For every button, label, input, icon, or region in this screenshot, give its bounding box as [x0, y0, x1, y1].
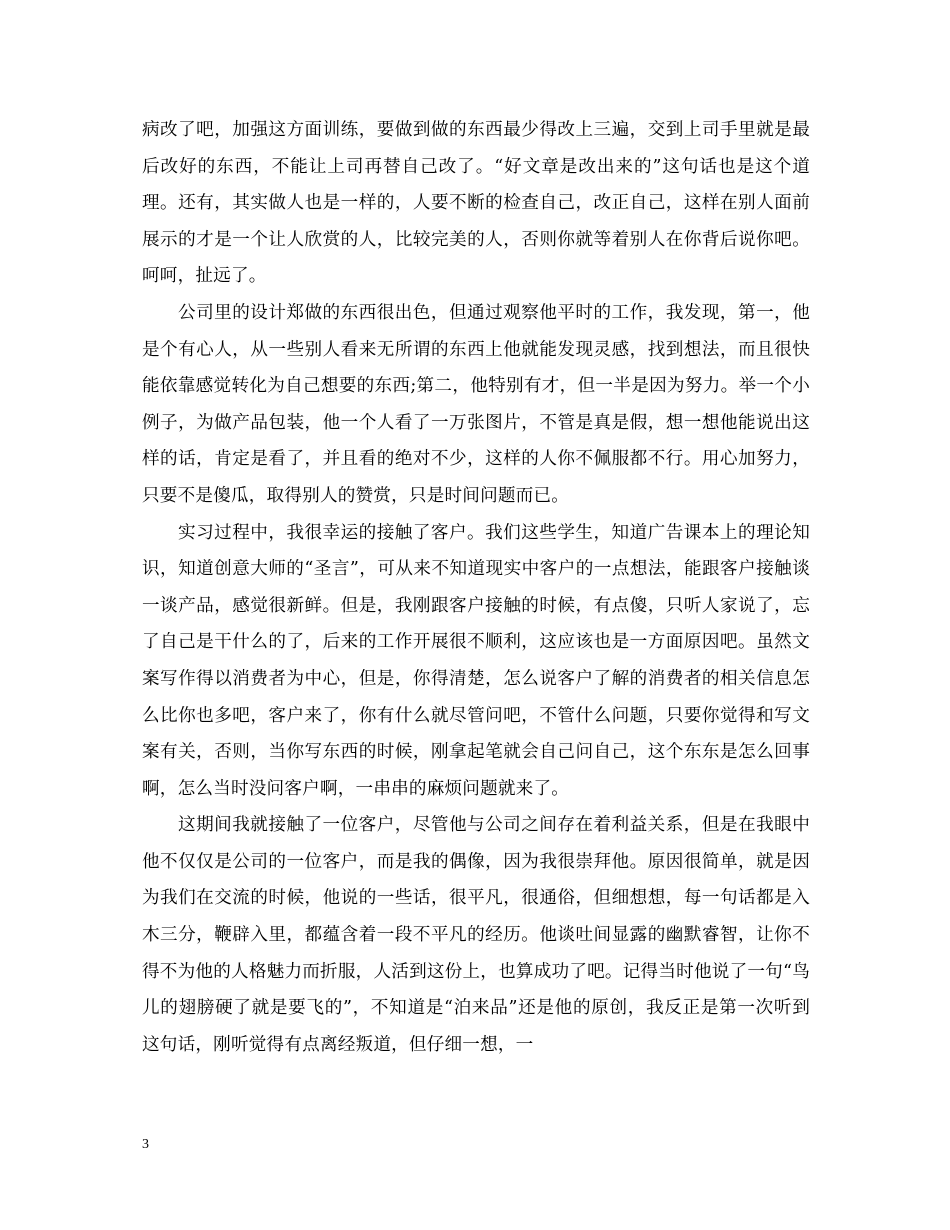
paragraph-client-idol: 这期间我就接触了一位客户，尽管他与公司之间存在着利益关系，但是在我眼中他不仅仅是公司的一位客户，而是我的偶像，因为我很崇拜他。原因很简单，就是因为我们在交流的时候，他说的一些话，很平凡，很通俗，但细想想，每一句话都是入木三分，鞭辟入里，都蕴含着一段不平凡的经历。他谈吐间显露的幽默睿智，让你不得不为他的人格魅力而折服，人活到这份上，也算成功了吧。记得当时他说了一句“鸟儿的翅膀硬了就是要飞的”，不知道是“泊来品”还是他的原创，我反正是第一次听到这句话，刚听觉得有点离经叛道，但仔细一想，一 [142, 815, 810, 1055]
body-text [142, 112, 810, 1063]
paragraph-designer-zheng: 公司里的设计郑做的东西很出色，但通过观察他平时的工作，我发现，第一，他是个有心人，从一些别人看来无所谓的东西上他就能发现灵感，找到想法，而且很快能依靠感觉转化为自己想要的东西;第二，他特别有才，但一半是因为努力。举一个小例子，为做产品包装，他一个人看了一万张图片，不管是真是假，想一想他能说出这样的话，肯定是看了，并且看的绝对不少，这样的人你不佩服都不行。用心加努力，只要不是傻瓜，取得别人的赞赏，只是时间问题而已。 [142, 302, 810, 506]
page-number: 3 [142, 1137, 149, 1152]
paragraph-client-contact: 实习过程中，我很幸运的接触了客户。我们这些学生，知道广告课本上的理论知识，知道创意大师的“圣言”，可从来不知道现实中客户的一点想法，能跟客户接触谈一谈产品，感觉很新鲜。但是，我刚跟客户接触的时候，有点傻，只听人家说了，忘了自己是干什么的了，后来的工作开展很不顺利，这应该也是一方面原因吧。虽然文案写作得以消费者为中心，但是，你得清楚，怎么说客户了解的消费者的相关信息怎么比你也多吧，客户来了，你有什么就尽管问吧，不管什么问题，只要你觉得和写文案有关，否则，当你写东西的时候，刚拿起笔就会自己问自己，这个东东是怎么回事啊，怎么当时没问客户啊，一串串的麻烦问题就来了。 [142, 522, 810, 799]
paragraph-continuation: 病改了吧，加强这方面训练，要做到做的东西最少得改上三遍，交到上司手里就是最后改好的东西，不能让上司再替自己改了。“好文章是改出来的”这句话也是这个道理。还有，其实做人也是一样的，人要不断的检查自己，改正自己，这样在别人面前展示的才是一个让人欣赏的人，比较完美的人，否则你就等着别人在你背后说你吧。呵呵，扯远了。 [142, 120, 810, 287]
